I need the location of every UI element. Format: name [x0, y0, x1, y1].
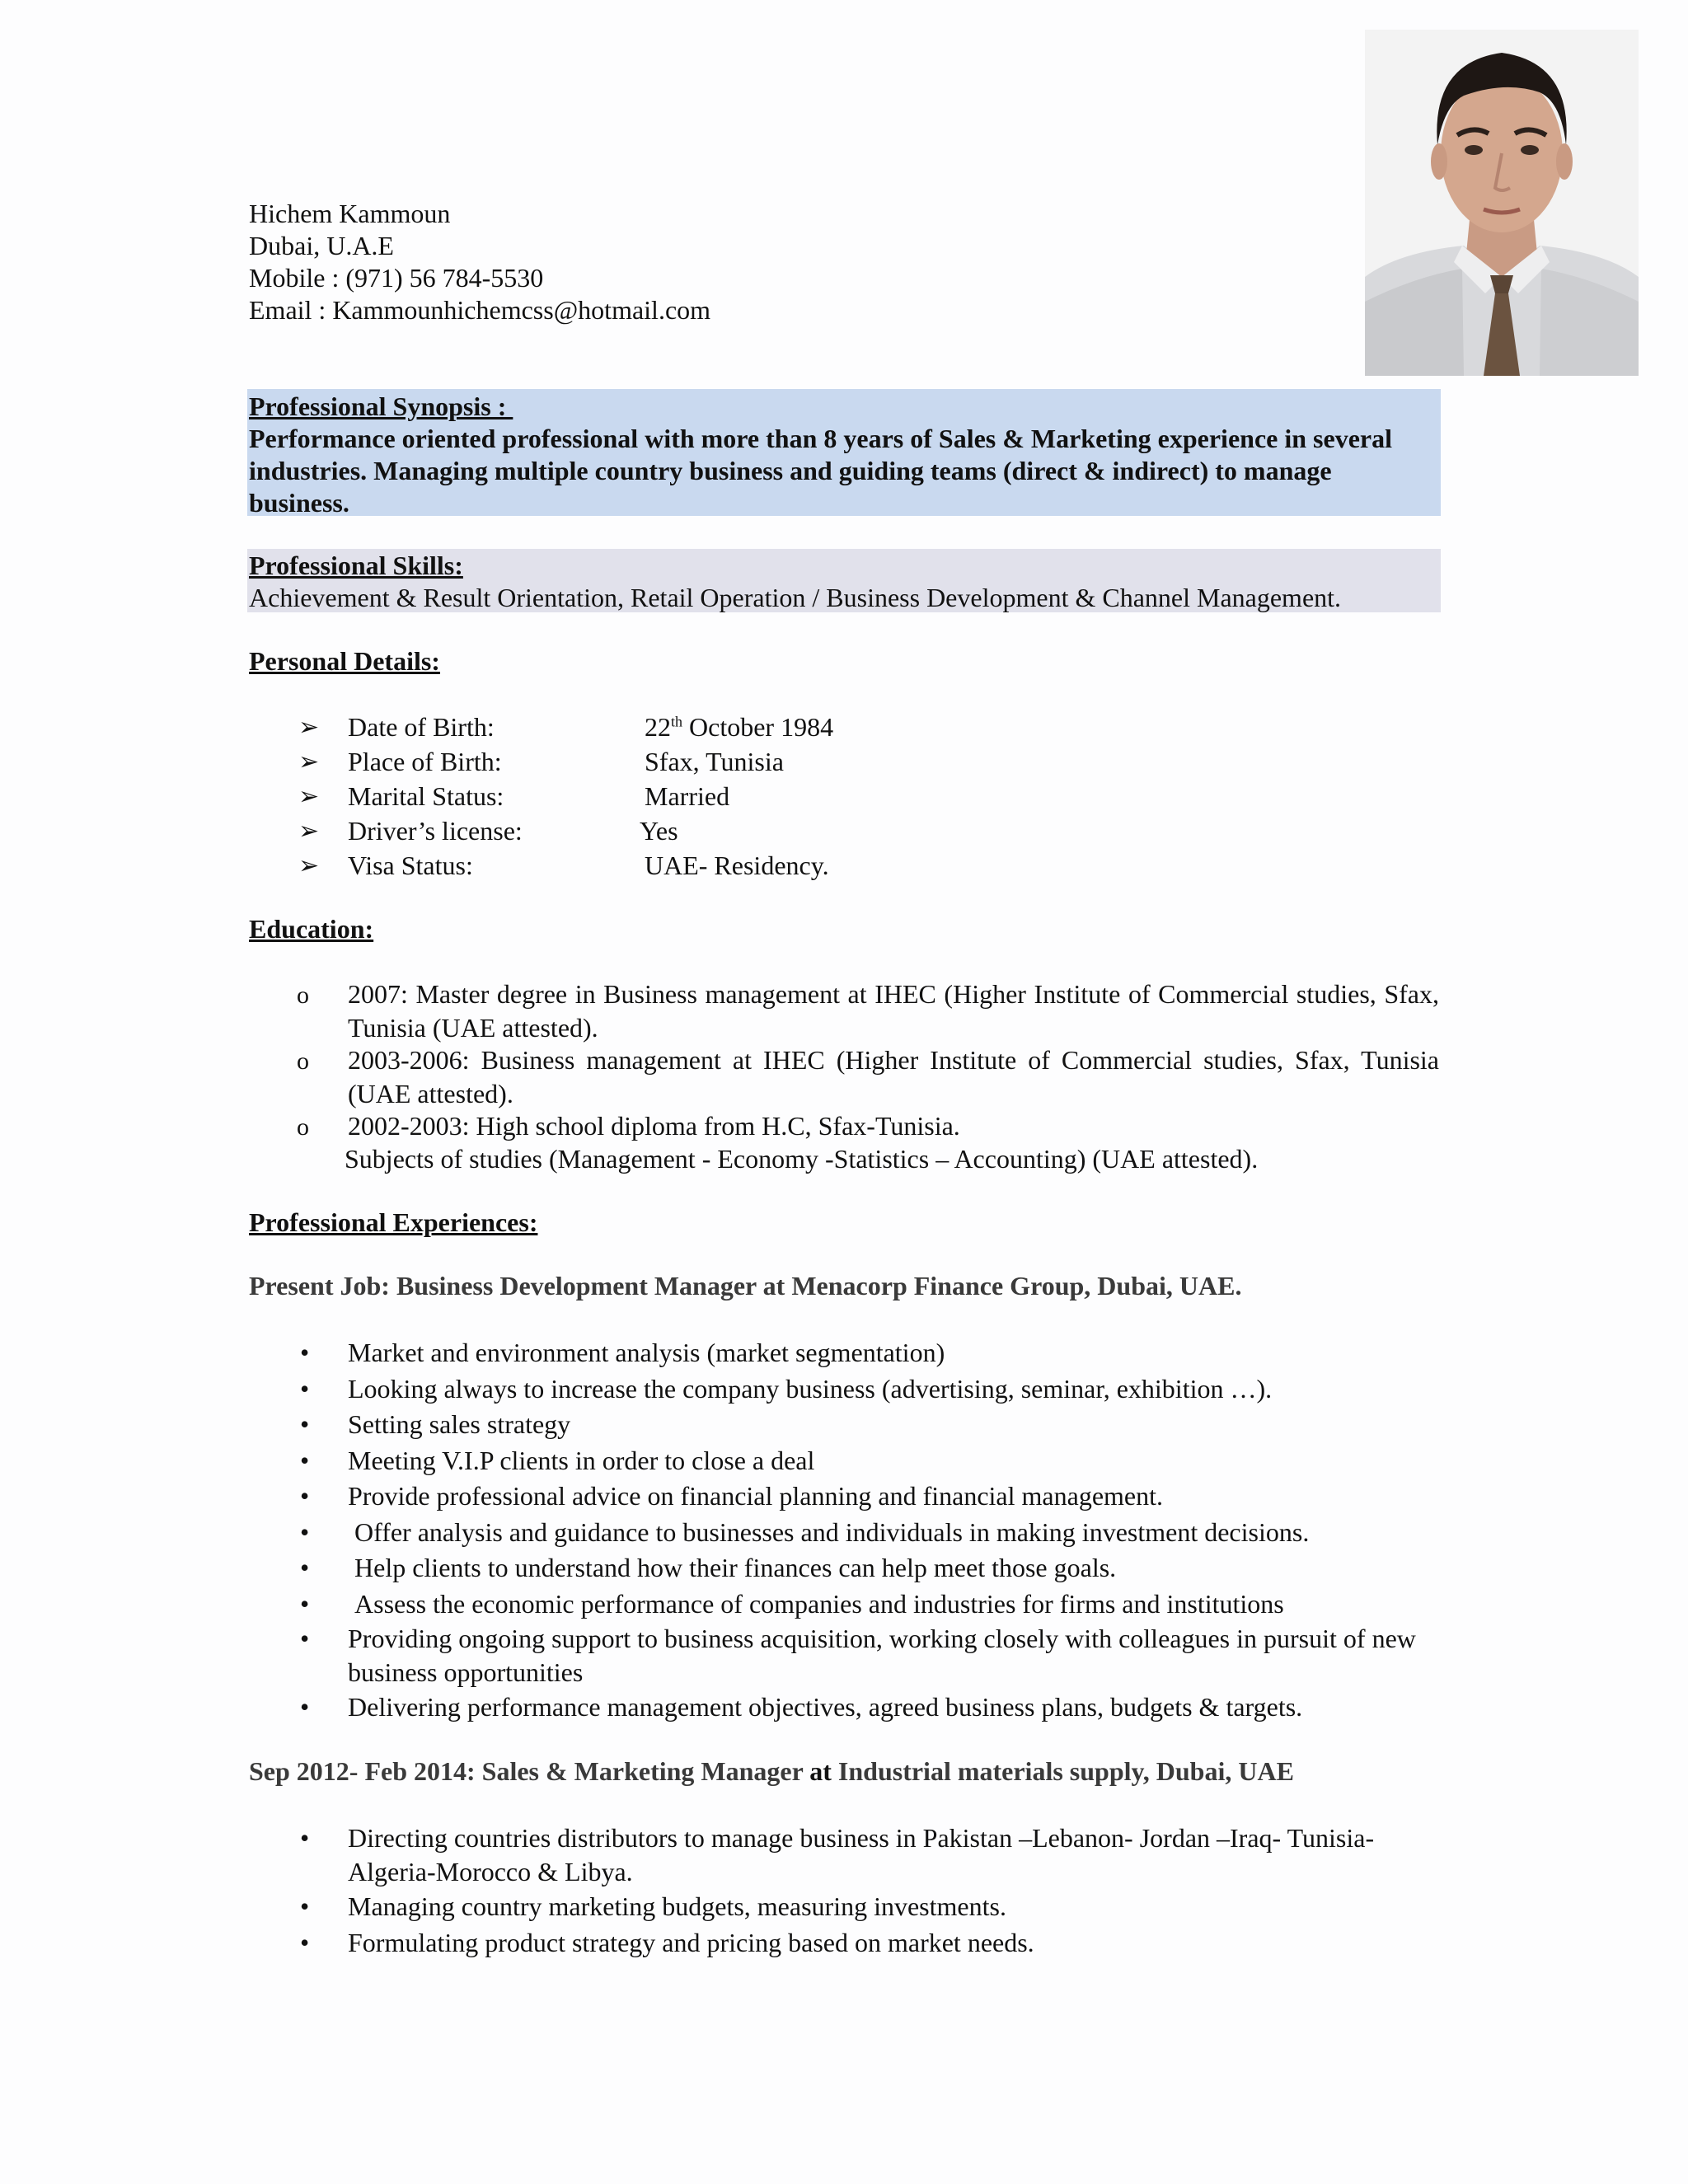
- education-item-2: 2003-2006: Business management at IHEC (Higher Institute of Commercial studies, Sfax, Tunisia (UAE attested).: [348, 1045, 1439, 1108]
- list-item: • Directing countries distributors to manage business in Pakistan –Lebanon- Jordan –Iraq- Tunisia-Algeria-Morocco & Libya.: [300, 1823, 1375, 1886]
- dob-label: Date of Birth:: [348, 712, 495, 742]
- experience-heading: Professional Experiences:: [249, 1207, 538, 1237]
- list-item: • Market and environment analysis (market segmentation): [249, 1335, 1439, 1371]
- synopsis-text: Performance oriented professional with more than 8 years of Sales & Marketing experience in several industries. Managing multiple country business and guiding teams (direct & indirect) to manage business.: [249, 424, 1392, 518]
- job2-title-company: Industrial materials supply, Dubai, UAE: [837, 1756, 1294, 1786]
- circle-bullet-icon: o: [297, 1047, 309, 1075]
- circle-bullet-icon: o: [297, 982, 309, 1009]
- arrow-bullet-icon: ➢: [298, 818, 320, 845]
- pob-label: Place of Birth:: [348, 747, 502, 776]
- list-item: • Provide professional advice on financial planning and financial management.: [249, 1479, 1439, 1515]
- bullet-dot-icon: •: [300, 1516, 310, 1547]
- list-item: • Help clients to understand how their finances can help meet those goals.: [249, 1550, 1439, 1586]
- list-item: • Assess the economic performance of companies and industries for firms and institutions: [249, 1586, 1439, 1623]
- bullet-dot-icon: •: [300, 1927, 310, 1957]
- dob-value: [645, 711, 833, 743]
- bullet-dot-icon: •: [300, 1588, 310, 1619]
- arrow-bullet-icon: ➢: [298, 714, 320, 741]
- profile-photo: [1365, 30, 1639, 376]
- contact-mobile: Mobile : (971) 56 784-5530: [249, 263, 544, 293]
- synopsis-heading: Professional Synopsis :: [249, 391, 513, 421]
- contact-location: Dubai, U.A.E: [249, 231, 394, 260]
- list-item: • Providing ongoing support to business acquisition, working closely with colleagues in pursuit of new business opportunities: [300, 1624, 1416, 1687]
- list-item: • Offer analysis and guidance to businesses and individuals in making investment decisions.: [249, 1515, 1439, 1551]
- list-item: • Setting sales strategy: [249, 1407, 1439, 1443]
- marital-label: Marital Status:: [348, 781, 504, 811]
- dob-rest: October 1984: [682, 712, 834, 742]
- skills-section: [249, 550, 1439, 614]
- bullet-dot-icon: •: [300, 1553, 310, 1582]
- bullet-dot-icon: •: [300, 1692, 310, 1722]
- list-item: • Formulating product strategy and pricing based on market needs.: [249, 1925, 1439, 1961]
- education-item-3: 2002-2003: High school diploma from H.C, Sfax-Tunisia.: [348, 1111, 960, 1141]
- dob-suffix: th: [671, 713, 683, 730]
- pob-value: Sfax, Tunisia: [645, 747, 784, 776]
- dob-day: 22: [645, 712, 671, 742]
- bullet-dot-icon: •: [300, 1373, 310, 1404]
- visa-label: Visa Status:: [348, 851, 473, 880]
- education-item-1: 2007: Master degree in Business management at IHEC (Higher Institute of Commercial studies, Sfax, Tunisia (UAE attested).: [348, 979, 1439, 1043]
- job2-list: [249, 1821, 1439, 1961]
- personal-heading: Personal Details:: [249, 646, 440, 676]
- skills-text: Achievement & Result Orientation, Retail Operation / Business Development & Channel Management.: [249, 583, 1342, 612]
- education-heading: Education:: [249, 914, 374, 944]
- bullet-dot-icon: •: [300, 1338, 310, 1367]
- arrow-bullet-icon: ➢: [298, 748, 320, 776]
- license-label: Driver’s license:: [348, 816, 523, 846]
- job2-title: [249, 1756, 1294, 1787]
- visa-value: UAE- Residency.: [645, 851, 829, 880]
- arrow-bullet-icon: ➢: [298, 783, 320, 810]
- list-item: • Managing country marketing budgets, measuring investments.: [249, 1889, 1439, 1925]
- bullet-dot-icon: •: [300, 1409, 310, 1439]
- job2-title-role: Sep 2012- Feb 2014: Sales & Marketing Manager: [249, 1756, 804, 1786]
- education-subjects: Subjects of studies (Management - Economy -Statistics – Accounting) (UAE attested).: [345, 1144, 1259, 1174]
- portrait-image: [1365, 30, 1639, 376]
- synopsis-section: [249, 391, 1439, 519]
- bullet-dot-icon: •: [300, 1823, 310, 1853]
- license-value: Yes: [640, 816, 678, 846]
- marital-value: Married: [645, 781, 730, 811]
- skills-heading: Professional Skills:: [249, 551, 463, 580]
- list-item: • Meeting V.I.P clients in order to close a deal: [249, 1443, 1439, 1479]
- contact-block: [249, 198, 710, 326]
- contact-email: Email : Kammounhichemcss@hotmail.com: [249, 295, 711, 325]
- bullet-dot-icon: •: [300, 1481, 310, 1511]
- bullet-dot-icon: •: [300, 1624, 310, 1653]
- list-item: • Delivering performance management objectives, agreed business plans, budgets & targets.: [249, 1690, 1439, 1726]
- job1-list: [249, 1335, 1439, 1726]
- job2-title-at: at: [803, 1756, 838, 1786]
- bullet-dot-icon: •: [300, 1891, 310, 1921]
- arrow-bullet-icon: ➢: [298, 852, 320, 879]
- circle-bullet-icon: o: [297, 1113, 309, 1141]
- contact-name: Hichem Kammoun: [249, 199, 451, 228]
- bullet-dot-icon: •: [300, 1445, 310, 1475]
- list-item: • Looking always to increase the company business (advertising, seminar, exhibition …).: [249, 1371, 1439, 1408]
- job1-title: Present Job: Business Development Manager at Menacorp Finance Group, Dubai, UAE.: [249, 1271, 1242, 1301]
